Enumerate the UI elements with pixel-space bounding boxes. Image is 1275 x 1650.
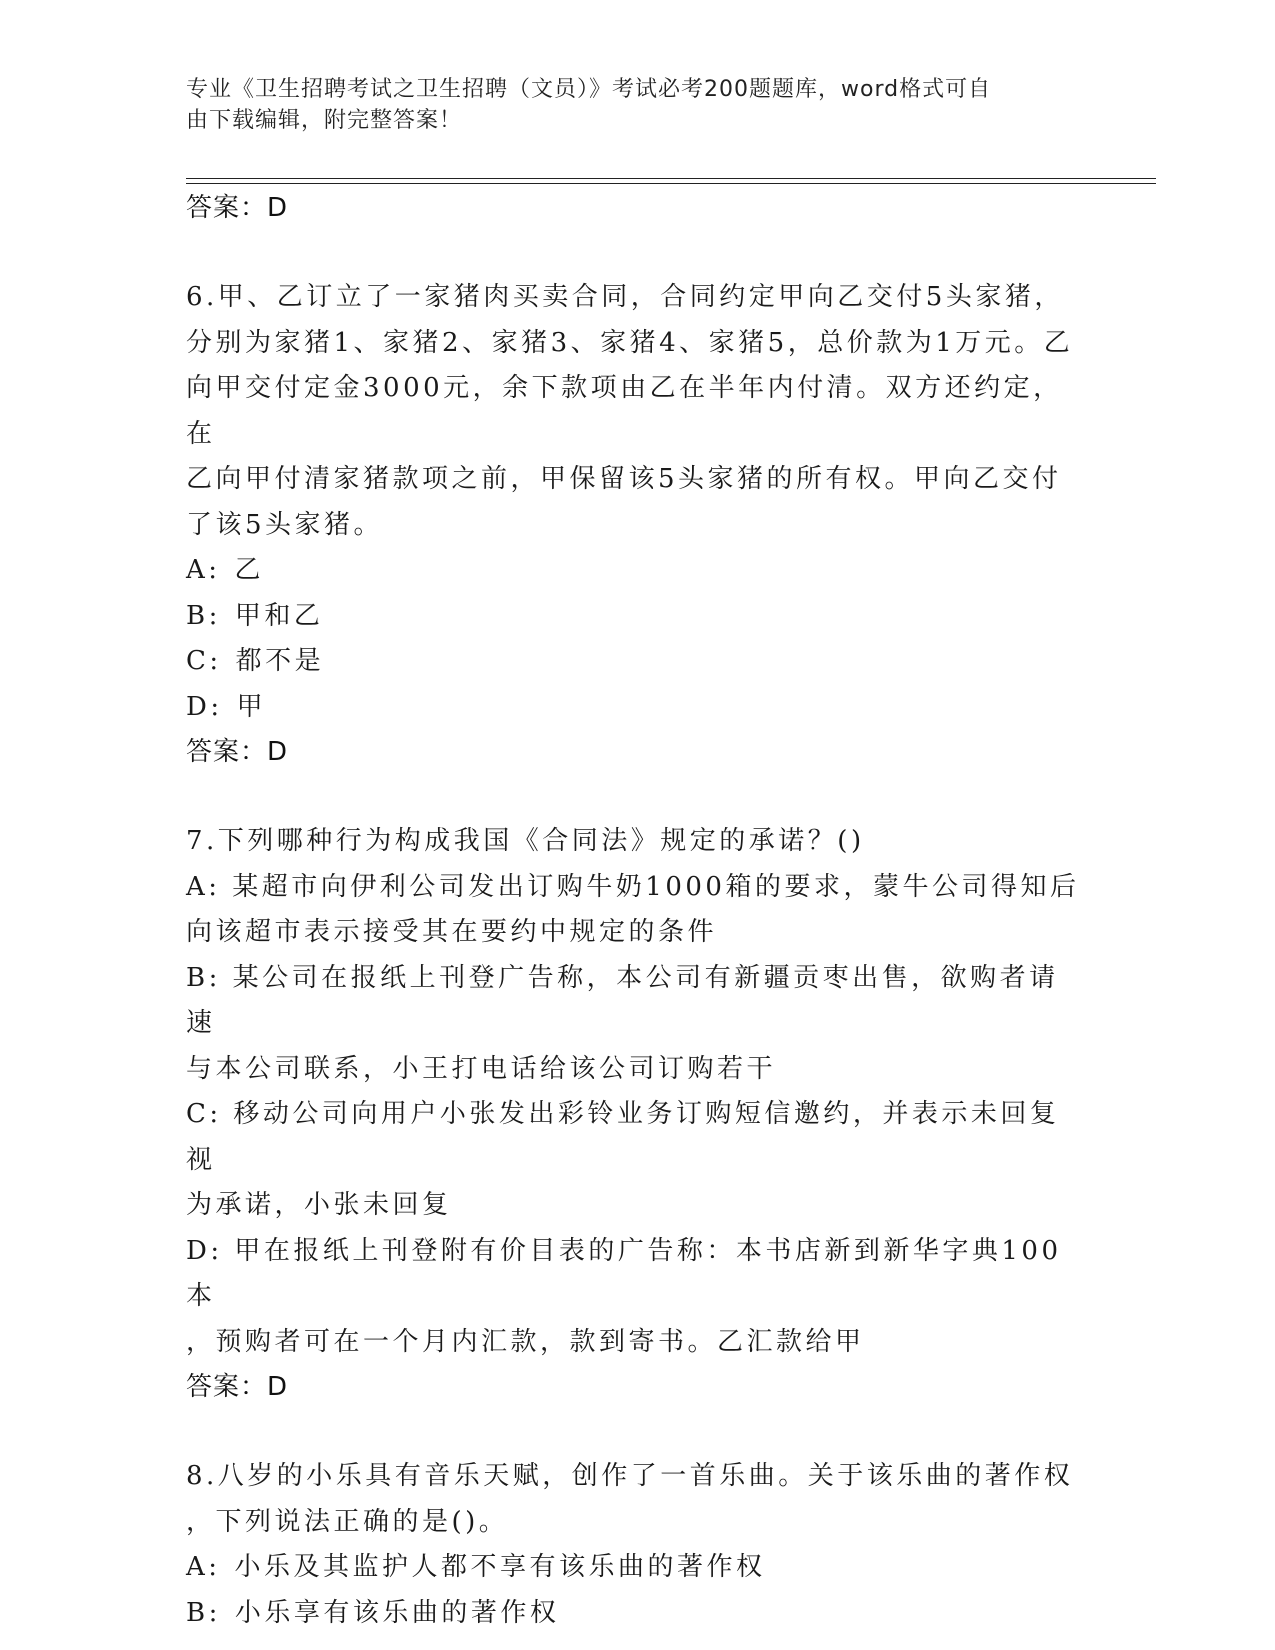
question-6 — [186, 275, 1086, 775]
option-letter: B: — [186, 600, 221, 631]
document-header — [186, 74, 1066, 136]
question-7-option-c-line: 为承诺，小张未回复 — [186, 1190, 452, 1220]
question-8-option-b — [186, 1591, 1086, 1637]
spacer — [186, 1410, 1086, 1454]
option-text: 小乐享有该乐曲的著作权 — [234, 1597, 560, 1628]
question-8-line: ，下列说法正确的是()。 — [186, 1506, 509, 1537]
option-letter: D: — [186, 691, 223, 722]
question-content — [186, 186, 1086, 1636]
question-7-line: 7.下列哪种行为构成我国《合同法》规定的承诺？() — [186, 826, 865, 856]
question-7-answer: 答案：D — [186, 1372, 289, 1402]
question-7-option-c-line: C: 移动公司向用户小张发出彩铃业务订购短信邀约，并表示未回复视 — [186, 1099, 1060, 1175]
question-6-answer: 答案：D — [186, 737, 289, 767]
option-letter: A: — [186, 555, 221, 585]
question-7-option-b-line: 与本公司联系，小王打电话给该公司订购若干 — [186, 1053, 777, 1084]
option-letter: B: — [186, 1597, 221, 1628]
question-6-option-a — [186, 548, 1086, 594]
question-6-line: 6.甲、乙订立了一家猪肉买卖合同，合同约定甲向乙交付5头家猪， — [186, 282, 1064, 312]
question-6-option-d — [186, 685, 1086, 731]
header-divider-top — [186, 178, 1156, 179]
question-7-option-b-line: B: 某公司在报纸上刊登广告称，本公司有新疆贡枣出售，欲购者请速 — [186, 962, 1059, 1038]
question-7-option-a-line: A: 某超市向伊利公司发出订购牛奶1000箱的要求，蒙牛公司得知后 — [186, 871, 1080, 902]
question-8-option-a — [186, 1545, 1086, 1591]
header-line-1: 专业《卫生招聘考试之卫生招聘（文员）》考试必考200题题库，word格式可自 — [186, 77, 992, 102]
option-text: 甲 — [236, 691, 267, 722]
header-divider-bottom — [186, 183, 1156, 184]
question-7-option-d-line: ，预购者可在一个月内汇款，款到寄书。乙汇款给甲 — [186, 1326, 865, 1357]
question-6-line: 乙向甲付清家猪款项之前，甲保留该5头家猪的所有权。甲向乙交付 — [186, 464, 1062, 494]
question-6-line: 向甲交付定金3000元，余下款项由乙在半年内付清。双方还约定，在 — [186, 373, 1063, 449]
option-letter: C: — [186, 646, 222, 676]
question-6-line: 了该5头家猪。 — [186, 509, 384, 540]
previous-answer: 答案：D — [186, 193, 289, 223]
question-7-option-a-line: 向该超市表示接受其在要约中规定的条件 — [186, 917, 718, 947]
spacer — [186, 231, 1086, 275]
spacer — [186, 775, 1086, 819]
header-line-2: 由下载编辑，附完整答案！ — [186, 108, 463, 133]
option-letter: A: — [186, 1552, 221, 1582]
option-text: 乙 — [234, 555, 265, 585]
question-6-line: 分别为家猪1、家猪2、家猪3、家猪4、家猪5，总价款为1万元。乙 — [186, 327, 1074, 358]
question-8 — [186, 1454, 1086, 1636]
question-6-option-b — [186, 594, 1086, 640]
question-6-option-c — [186, 639, 1086, 685]
option-text: 都不是 — [235, 646, 325, 676]
option-text: 小乐及其监护人都不享有该乐曲的著作权 — [234, 1552, 766, 1582]
question-8-line: 8.八岁的小乐具有音乐天赋，创作了一首乐曲。关于该乐曲的著作权 — [186, 1461, 1074, 1491]
question-7 — [186, 819, 1086, 1410]
question-7-option-d-line: D: 甲在报纸上刊登附有价目表的广告称：本书店新到新华字典100本 — [186, 1235, 1062, 1311]
option-text: 甲和乙 — [234, 600, 324, 631]
